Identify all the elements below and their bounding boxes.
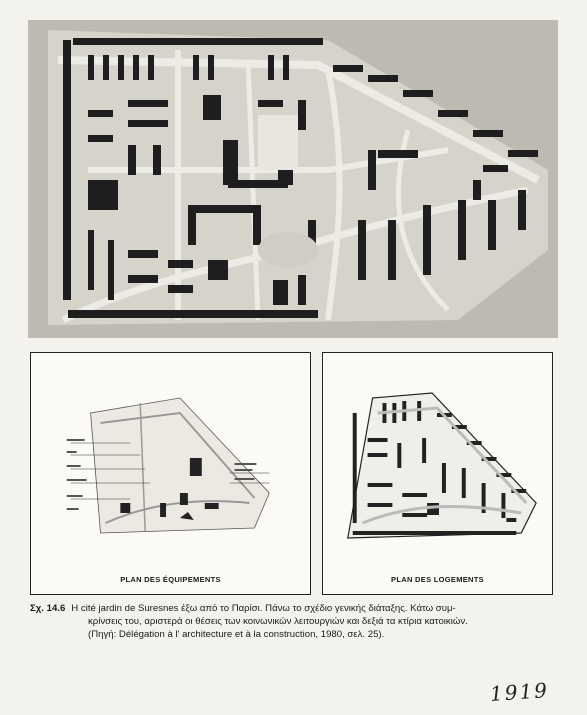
handwritten-page-number: 1919 xyxy=(489,677,550,707)
figure-caption xyxy=(30,602,560,641)
caption-line-2: κρίνσεις του, αριστερά οι θέσεις των κοινωνικών λειτουργιών και δεξιά τα κτίρια κατοικιών. xyxy=(88,616,468,627)
housing-plan-panel xyxy=(322,352,553,595)
housing-plan-caption: PLAN DES LOGEMENTS xyxy=(391,575,484,584)
housing-plan-drawing xyxy=(323,353,552,563)
equipment-plan-caption: PLAN DES ÉQUIPEMENTS xyxy=(120,575,221,584)
equipment-plan-panel xyxy=(30,352,311,595)
caption-line-1: Η cité jardin de Suresnes έξω από το Παρίσι. Πάνω το σχέδιο γενικής διάταξης. Κάτω συμ- xyxy=(71,603,456,614)
equipment-plan-drawing xyxy=(31,353,310,563)
figure-label: Σχ. 14.6 xyxy=(30,603,66,614)
general-layout-plan-drawing xyxy=(28,20,558,338)
caption-line-3: (Πηγή: Délégation à l' architecture et à la construction, 1980, σελ. 25). xyxy=(88,629,385,640)
general-layout-plan-image xyxy=(28,20,558,338)
